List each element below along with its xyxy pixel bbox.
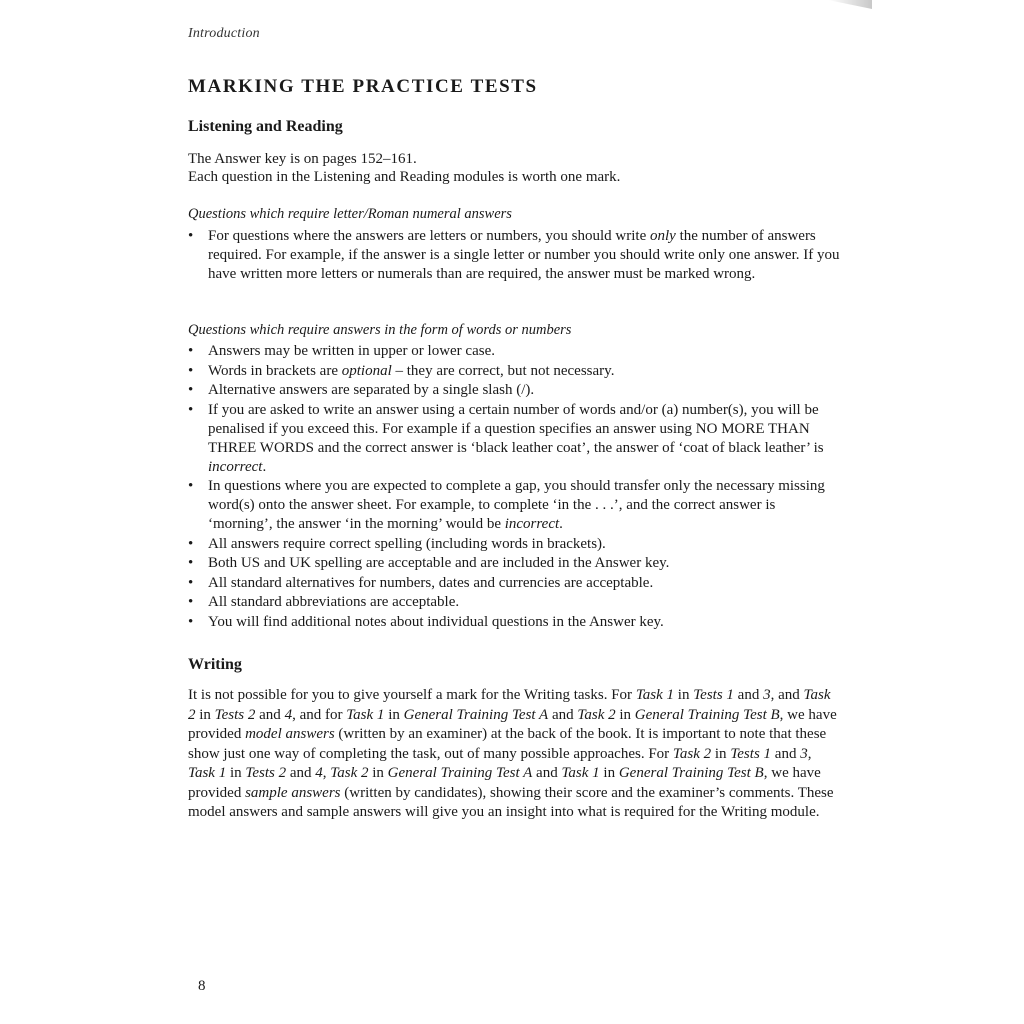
emphasis: Task 1 <box>635 687 675 703</box>
emphasis: 4 <box>315 765 323 781</box>
emphasis: Task 1 <box>188 765 227 781</box>
page-number: 8 <box>198 978 206 994</box>
bullet-item: • You will find additional notes about individual questions in the Answer key. <box>188 613 843 632</box>
bullet-item: • Alternative answers are separated by a single slash (/). <box>188 381 843 400</box>
words-numbers-bullet-list <box>188 342 843 632</box>
bullet-item: • In questions where you are expected to complete a gap, you should transfer only the necessary missing word(s) onto the answer sheet. For example, to complete ‘in the . . .’, and the correct answer is ‘morning’, the answer ‘in the morning’ would be incorrect. <box>188 477 843 534</box>
emphasis: optional <box>341 362 392 379</box>
emphasis: incorrect <box>208 458 263 475</box>
bullet-item: • All standard abbreviations are acceptable. <box>188 593 843 612</box>
bullet-item: • If you are asked to write an answer using a certain number of words and/or (a) number(s), you will be penalised if you exceed this. For example if a question specifies an answer using NO MORE THAN THREE WORDS and the correct answer is ‘black leather coat’, the answer of ‘coat of black leather’ is incorrect. <box>188 401 843 477</box>
bullet-item: • Words in brackets are optional – they are correct, but not necessary. <box>188 362 843 381</box>
emphasis: 3 <box>763 687 771 703</box>
section-heading-writing: Writing <box>188 656 242 673</box>
emphasis: Tests 2 <box>214 706 256 723</box>
bullet-item: • All answers require correct spelling (including words in brackets). <box>188 535 843 554</box>
emphasis: Tests 1 <box>693 687 734 703</box>
emphasis: incorrect <box>504 516 560 532</box>
emphasis: General Training Test B <box>618 765 764 781</box>
emphasis: sample answers <box>245 784 341 801</box>
emphasis: Task 2 <box>577 706 616 723</box>
emphasis: only <box>649 228 676 244</box>
emphasis: 3 <box>800 745 808 762</box>
emphasis: Tests 2 <box>245 765 287 781</box>
emphasis: Task 2 <box>188 687 831 723</box>
page-title: MARKING THE PRACTICE TESTS <box>188 76 538 97</box>
emphasis: Task 2 <box>672 745 712 762</box>
subheading-words-numbers: Questions which require answers in the form of words or numbers <box>188 322 572 338</box>
emphasis: General Training Test B <box>634 706 780 723</box>
bullet-item: • For questions where the answers are letters or numbers, you should write only the number of answers required. For example, if the answer is a single letter or number you should write only one answer. If you have written more letters or numerals than are required, the answer must be marked wrong. <box>188 227 843 284</box>
emphasis: Task 2 <box>330 765 369 781</box>
emphasis: Task 1 <box>346 706 385 723</box>
bullet-item: • All standard alternatives for numbers, dates and currencies are acceptable. <box>188 574 843 593</box>
emphasis: Tests 1 <box>730 745 772 762</box>
subheading-letter-roman: Questions which require letter/Roman numeral answers <box>188 206 512 222</box>
scan-corner-artifact <box>828 0 872 9</box>
running-head: Introduction <box>188 26 260 41</box>
bullet-item: • Answers may be written in upper or lower case. <box>188 342 843 361</box>
emphasis: 4 <box>284 706 293 723</box>
letter-roman-bullet-list <box>188 227 843 285</box>
bullet-item: • Both US and UK spelling are acceptable and are included in the Answer key. <box>188 554 843 573</box>
section-heading-listening-reading: Listening and Reading <box>188 118 343 135</box>
emphasis: model answers <box>245 726 335 742</box>
emphasis: General Training Test A <box>387 765 533 781</box>
writing-paragraph: It is not possible for you to give yourself a mark for the Writing tasks. For Task 1 in Tests 1 and 3, and Task 2 in Tests 2 and 4, and for Task 1 in General Training Test A and Task 2 in General Training Test B, we have provided model answers (written by an examiner) at the back of the book. It is important to note that these show just one way of completing the task, out of many possible approaches. For Task 2 in Tests 1 and 3, Task 1 in Tests 2 and 4, Task 2 in General Training Test A and Task 1 in General Training Test B, we have provided sample answers (written by candidates), showing their score and the examiner’s comments. These model answers and sample answers will give you an insight into what is required for the Writing module. <box>188 687 837 820</box>
answer-key-pages-line: The Answer key is on pages 152–161. <box>188 151 417 167</box>
emphasis: General Training Test A <box>403 706 549 723</box>
emphasis: Task 1 <box>561 765 600 781</box>
one-mark-line: Each question in the Listening and Reading modules is worth one mark. <box>188 169 621 185</box>
